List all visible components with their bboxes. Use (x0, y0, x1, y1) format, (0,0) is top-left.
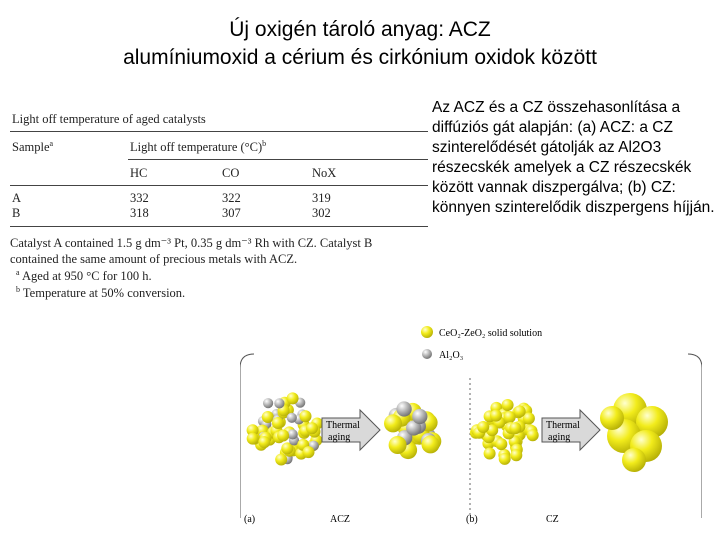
table-note-line-1: Catalyst A contained 1.5 g dm⁻³ Pt, 0.35 g dm⁻³ Rh with CZ. Catalyst B (10, 236, 373, 250)
czo-particle (384, 414, 402, 432)
sintered-czo-particle (600, 406, 624, 430)
czo-particle (510, 449, 522, 461)
czo-particle (477, 421, 489, 433)
czo-particle (499, 453, 511, 465)
row-b-co: 307 (222, 206, 241, 220)
cz-particle-cluster (470, 399, 539, 465)
czo-particle (300, 410, 312, 422)
title-line-1: Új oxigén tároló anyag: ACZ (229, 18, 491, 41)
arrow-a-line-2: aging (328, 432, 351, 443)
group-rule (128, 159, 428, 160)
slide-title (0, 16, 720, 72)
czo-particle (277, 430, 289, 442)
header-rule (10, 185, 428, 186)
czo-particle (509, 422, 521, 434)
panel-b-label: (b) (466, 514, 478, 525)
al2o3-particle (263, 398, 273, 408)
figure-svg (240, 318, 702, 528)
legend-czo-label: CeO₂-ZeO₂ solid solution (439, 328, 543, 339)
legend-al-label: Al₂O₃ (439, 350, 464, 361)
table-caption: Light off temperature of aged catalysts (12, 112, 206, 126)
title-line-2: alumíniumoxid a cérium és cirkónium oxidok között (123, 46, 597, 69)
col-header-co: CO (222, 166, 240, 180)
al2o3-particle (396, 401, 411, 416)
frame-corner-tl (240, 354, 254, 368)
arrow-b-line-1: Thermal (546, 420, 580, 431)
arrow-a-line-1: Thermal (326, 420, 360, 431)
czo-particle (484, 448, 496, 460)
czo-particle (272, 417, 284, 429)
row-a-hc: 332 (130, 191, 149, 205)
legend-czo-swatch (421, 326, 433, 338)
acz-aged-cluster (384, 401, 441, 459)
col-header-hc: HC (130, 166, 148, 180)
czo-particle (495, 438, 507, 450)
footnote-a: $^a$ Aged at 950 °C for 100 h. (16, 267, 152, 283)
footnote-b: $^b$ Temperature at 50% conversion. (16, 284, 186, 300)
czo-particle (262, 411, 274, 423)
czo-particle (247, 433, 259, 445)
acz-cz-figure (240, 318, 702, 528)
row-a-sample: A (12, 191, 22, 205)
legend-al-swatch (422, 349, 432, 359)
czo-particle (275, 454, 287, 466)
cz-label: CZ (546, 514, 559, 525)
row-a-nox: 319 (312, 191, 331, 205)
row-a-co: 322 (222, 191, 241, 205)
table-bottom-rule (10, 226, 428, 227)
panel-a-label: (a) (244, 514, 256, 525)
col-header-nox: NoX (312, 166, 337, 180)
czo-particle (490, 410, 502, 422)
acz-particle-cluster (247, 392, 324, 465)
row-b-nox: 302 (312, 206, 331, 220)
czo-particle (504, 411, 516, 423)
table-top-rule (10, 131, 428, 132)
czo-particle (306, 422, 318, 434)
al2o3-particle (287, 413, 297, 423)
czo-particle (258, 436, 270, 448)
row-b-hc: 318 (130, 206, 149, 220)
al2o3-particle (274, 398, 284, 408)
comparison-description: Az ACZ és a CZ összehasonlítása a diffúziós gát alapján: (a) ACZ: a CZ szinterelődését gátolják az Al2O3 részecskék amelyek a CZ részecskék között vannak diszpergálva; (b) CZ: könnyen szinterelődik diszpergens híjján. (432, 99, 715, 216)
table-note-line-2: contained the same amount of precious metals with ACZ. (10, 252, 298, 266)
row-b-sample: B (12, 206, 21, 220)
light-off-header: Light off temperature $(^\circ C)^b$ (130, 138, 267, 154)
czo-particle (389, 436, 407, 454)
cz-aged-cluster (600, 393, 668, 472)
acz-label: ACZ (330, 514, 350, 525)
czo-particle (287, 392, 299, 404)
sample-header: Sample$^a$ (12, 138, 54, 154)
czo-particle (502, 399, 514, 411)
czo-particle (422, 435, 440, 453)
sintered-czo-particle (622, 448, 646, 472)
czo-particle (303, 446, 315, 458)
frame-corner-tr (688, 354, 702, 368)
al2o3-particle (288, 429, 298, 439)
arrow-b-line-2: aging (548, 432, 571, 443)
czo-particle (527, 429, 539, 441)
al2o3-particle (412, 409, 427, 424)
